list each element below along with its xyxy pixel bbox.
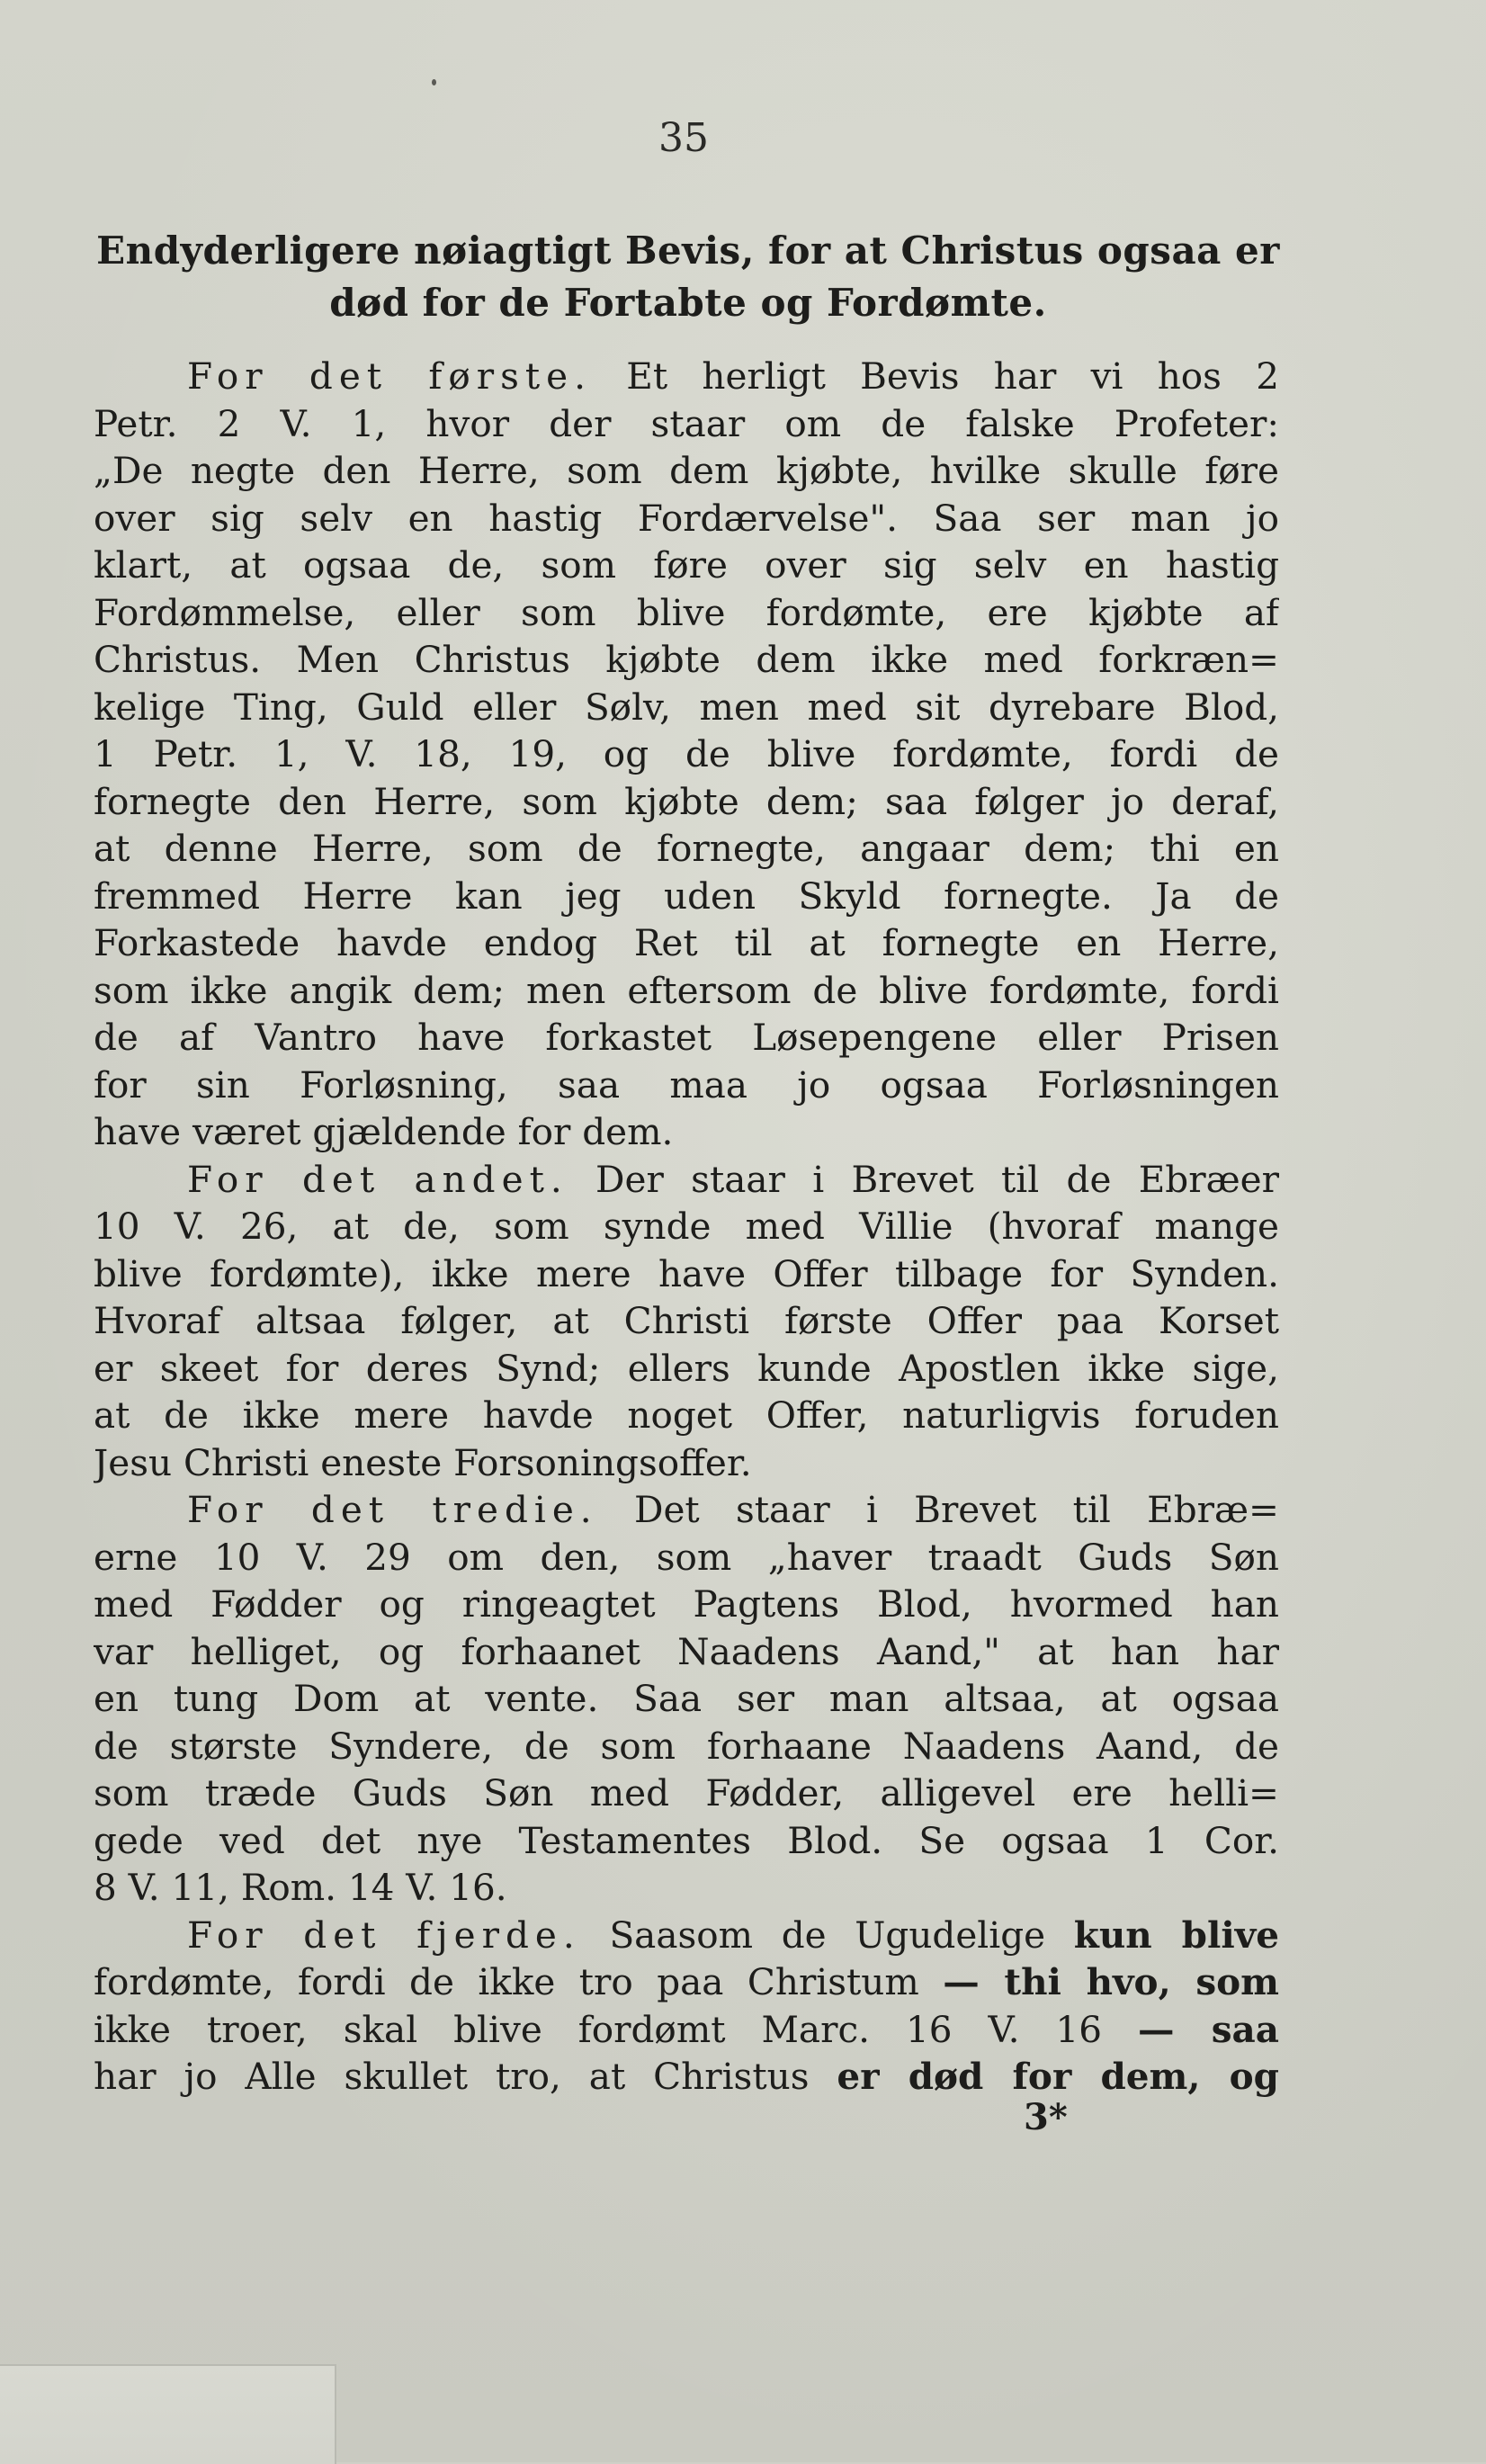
paragraph-1-line: have været gjældende for dem. (94, 1110, 674, 1153)
paragraph-4-lead: For det fjerde. (187, 1913, 581, 1957)
paragraph-4-line: For det fjerde. Saasom de Ugudelige kun blive (187, 1913, 1279, 1957)
bold-text: er død for dem, og (837, 2055, 1279, 2098)
paragraph-3-line: 8 V. 11, Rom. 14 V. 16. (94, 1866, 507, 1909)
paragraph-1-line: fremmed Herre kan jeg uden Skyld fornegte. Ja de (94, 874, 1279, 918)
paragraph-1-line: over sig selv en hastig Fordærvelse". Saa ser man jo (94, 496, 1279, 540)
paragraph-3-line: var helliget, og forhaanet Naadens Aand," at han har (94, 1629, 1279, 1673)
plain-text: har jo Alle skullet tro, at Christus (94, 2055, 837, 2098)
paragraph-3-line: erne 10 V. 29 om den, som „haver traadt Guds Søn (94, 1535, 1279, 1579)
paragraph-2-line: 10 V. 26, at de, som synde med Villie (hvoraf mange (94, 1205, 1279, 1248)
paragraph-3-line: For det tredie. Det staar i Brevet til Ebræ= (187, 1488, 1279, 1531)
paragraph-2-line: Hvoraf altsaa følger, at Christi første Offer paa Korset (94, 1299, 1279, 1342)
plain-text: fordømte, fordi de ikke tro paa Christum (94, 1960, 944, 2003)
paragraph-3-line: de største Syndere, de som forhaane Naadens Aand, de (94, 1724, 1279, 1768)
heading-line-1: Endyderligere nøiagtigt Bevis, for at Christus ogsaa er (96, 228, 1280, 273)
paragraph-3-line: som træde Guds Søn med Fødder, alligevel ere helli= (94, 1771, 1279, 1814)
paragraph-1-lead: For det første. (187, 354, 592, 398)
paragraph-1-line: „De negte den Herre, som dem kjøbte, hvilke skulle føre (94, 449, 1279, 492)
page-number: 35 (658, 115, 709, 161)
paragraph-1-line: at denne Herre, som de fornegte, angaar dem; thi en (94, 827, 1279, 870)
paragraph-4-line (94, 1958, 1279, 2006)
paragraph-4-line (94, 2006, 1279, 2054)
paragraph-2-line: at de ikke mere havde noget Offer, naturligvis foruden (94, 1393, 1279, 1437)
paragraph-1-line: For det første. Et herligt Bevis har vi hos 2 (187, 354, 1279, 398)
section-heading (90, 225, 1286, 329)
paragraph-3-line: en tung Dom at vente. Saa ser man altsaa, at ogsaa (94, 1677, 1279, 1720)
paper-scrap (0, 2364, 336, 2464)
paragraph-1-line: 1 Petr. 1, V. 18, 19, og de blive fordømte, fordi de (94, 732, 1279, 775)
paragraph-3-line: med Fødder og ringeagtet Pagtens Blod, hvormed han (94, 1582, 1279, 1626)
paragraph-1-line: Fordømmelse, eller som blive fordømte, ere kjøbte af (94, 590, 1279, 634)
paragraph-1-line: Forkastede havde endog Ret til at fornegte en Herre, (94, 921, 1279, 964)
plain-text: ikke troer, skal blive fordømt Marc. 16 V. 16 (94, 2007, 1139, 2051)
signature-mark: 3* (1024, 2096, 1068, 2138)
paragraph-1-line: fornegte den Herre, som kjøbte dem; saa følger jo deraf, (94, 779, 1279, 823)
paragraph-2-line: For det andet. Der staar i Brevet til de Ebræer (187, 1157, 1279, 1201)
paragraph-2-line: Jesu Christi eneste Forsoningsoffer. (94, 1440, 752, 1484)
paragraph-1-line: klart, at ogsaa de, som føre over sig selv en hastig (94, 543, 1279, 587)
heading-line-2: død for de Fortabte og Fordømte. (329, 281, 1047, 325)
ink-speck (432, 79, 436, 85)
bold-text: — thi hvo, som (943, 1960, 1279, 2003)
paragraph-1-line: for sin Forløsning, saa maa jo ogsaa Forløsningen (94, 1062, 1279, 1107)
paragraph-2-lead: For det andet. (187, 1157, 568, 1201)
paragraph-1-line: kelige Ting, Guld eller Sølv, men med sit dyrebare Blod, (94, 685, 1279, 729)
body-text (94, 353, 1279, 2101)
paragraph-1-line: som ikke angik dem; men eftersom de blive fordømte, fordi (94, 968, 1279, 1012)
paragraph-2-line: blive fordømte), ikke mere have Offer tilbage for Synden. (94, 1251, 1279, 1295)
bold-text: — saa (1138, 2007, 1279, 2051)
paragraph-2-line: er skeet for deres Synd; ellers kunde Apostlen ikke sige, (94, 1346, 1279, 1390)
paragraph-4-line (94, 2053, 1279, 2101)
paragraph-1-line: Petr. 2 V. 1, hvor der staar om de falske Profeter: (94, 401, 1279, 445)
paragraph-1-line: de af Vantro have forkastet Løsepengene eller Prisen (94, 1016, 1279, 1059)
paragraph-3-line: gede ved det nye Testamentes Blod. Se ogsaa 1 Cor. (94, 1818, 1279, 1862)
paragraph-3-lead: For det tredie. (187, 1488, 598, 1531)
paragraph-1-line: Christus. Men Christus kjøbte dem ikke med forkræn= (94, 638, 1279, 681)
